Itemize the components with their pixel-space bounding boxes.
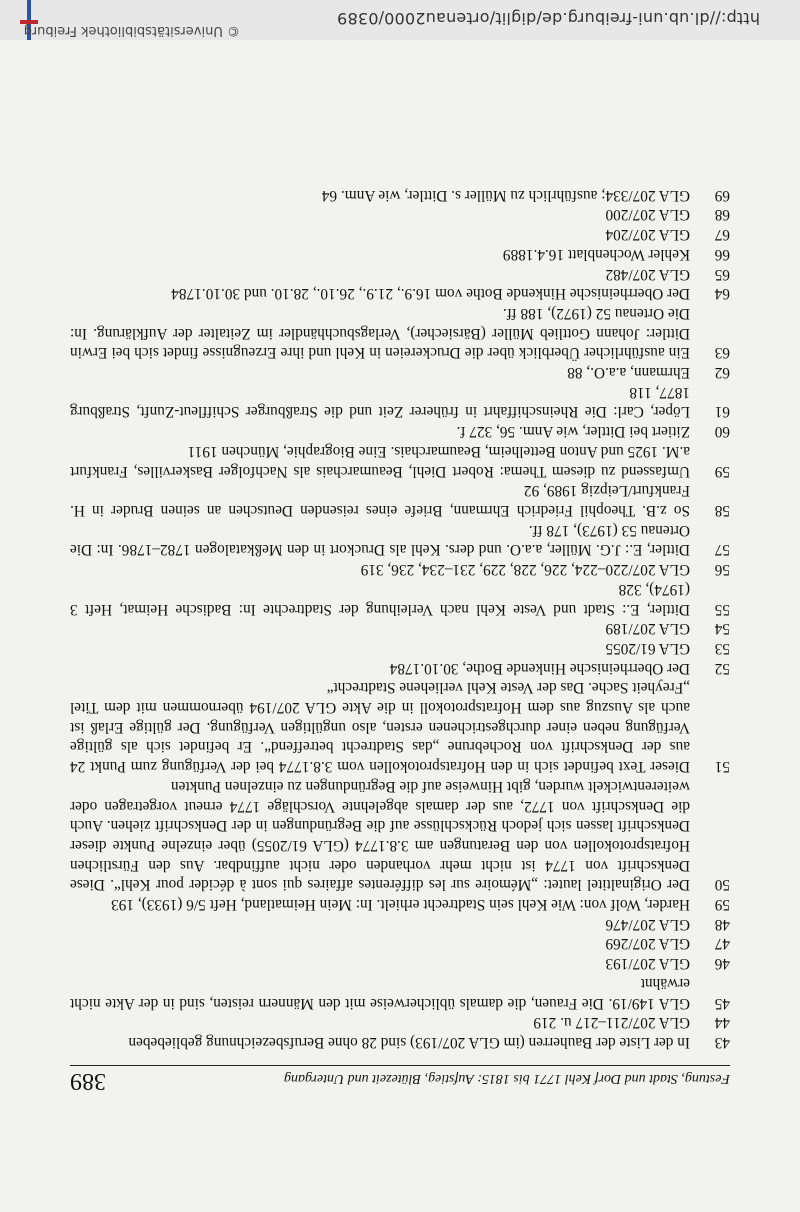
footnote-number: 53 bbox=[714, 639, 730, 657]
footnote-number: 54 bbox=[714, 620, 730, 638]
footnote bbox=[70, 973, 730, 1012]
footnote bbox=[70, 264, 730, 284]
viewer-header-bar bbox=[0, 0, 800, 40]
footnote-number: 64 bbox=[714, 285, 730, 303]
footnote bbox=[70, 1013, 730, 1033]
footnote-text: Der Originaltitel lautet: „Mémoire sur les différentes affaires qui sont à décider pour Kehl“. Diese Denkschrift von 1774 ist nicht mehr vorhanden oder nicht auffindbar. Aus den Fürstlichen Hofratsprotokollen von den Beratungen am 3.8.1774 (GLA 61/2055) über einzelne Punkte dieser Denkschrift lassen sich jedoch Rückschlüsse auf die Begründungen in der Denkschrift ziehen. Auch die Denkschrift von 1772, aus der damals abgelehnte Vorschläge 1774 erneut vorgetragen oder weiterentwickelt wurden, gibt Hinweise auf die Begründungen zu einzelnen Punkten bbox=[70, 777, 690, 894]
footnote bbox=[70, 205, 730, 225]
footnote-text: Harder, Wolf von: Wie Kehl sein Stadtrecht erhielt. In: Mein Heimatland, Heft 5/6 (1933), 193 bbox=[111, 896, 690, 914]
footnote-text: Dittler, E.: J.G. Müller, a.a.O. und ders. Kehl als Druckort in den Meßkatalogen 1782–1786. In: Die Ortenau 53 (1973), 178 ff. bbox=[70, 521, 690, 559]
footnote bbox=[70, 382, 730, 421]
footnote bbox=[70, 284, 730, 304]
footnote bbox=[70, 953, 730, 973]
footnote-text: Zitiert bei Dittler, wie Anm. 56, 327 f. bbox=[456, 423, 690, 441]
footnote bbox=[70, 244, 730, 264]
footnote-number: 69 bbox=[714, 186, 730, 204]
header-copyright: © Universitätsbibliothek Freiburg bbox=[23, 23, 240, 38]
running-head bbox=[70, 1065, 730, 1092]
footnote-text: GLA 149/19. Die Frauen, die damals üblicherweise mit den Männern reisten, sind in der Akte nicht erwähnt bbox=[70, 974, 690, 1012]
footnote-text: GLA 207/220–224, 226, 228, 229, 231–234, 236, 319 bbox=[360, 561, 690, 579]
footnote-number: 65 bbox=[714, 265, 730, 283]
running-title: Festung, Stadt und Dorf Kehl 1771 bis 1815: Aufstieg, Blütezeit und Untergang bbox=[283, 1071, 730, 1086]
footnote-number: 67 bbox=[714, 226, 730, 244]
footnote bbox=[70, 914, 730, 934]
footnote-text: GLA 207/482 bbox=[605, 265, 690, 283]
footnote bbox=[70, 619, 730, 639]
footnote-number: 59 bbox=[714, 462, 730, 480]
footnote bbox=[70, 422, 730, 442]
footnote bbox=[70, 894, 730, 914]
footnote-number: 51 bbox=[714, 758, 730, 776]
footnote-text: GLA 207/211–217 u. 219 bbox=[533, 1014, 690, 1032]
footnote-number: 56 bbox=[714, 561, 730, 579]
footnote bbox=[70, 185, 730, 205]
footnote bbox=[70, 224, 730, 244]
footnote-number: 48 bbox=[714, 915, 730, 933]
footnote-text: So z.B. Theophil Friedrich Ehrmann, Briefe eines reisenden Deutschen an seinen Bruder in H. Frankfurt/Leipzig 1989, 92 bbox=[70, 482, 690, 520]
footnote-number: 52 bbox=[714, 659, 730, 677]
page-number: 389 bbox=[70, 1068, 106, 1094]
footnote-number: 55 bbox=[714, 600, 730, 618]
footnote bbox=[70, 520, 730, 559]
footnote bbox=[70, 658, 730, 678]
footnote-list bbox=[70, 185, 730, 1052]
footnote bbox=[70, 934, 730, 954]
footnote-text: Dittler, E.: Stadt und Veste Kehl nach Verleihung der Stadtrechte In: Badische Heimat, Heft 3 (1974), 328 bbox=[70, 580, 690, 618]
footnote-text: Dieser Text befindet sich in den Hofratsprotokollen vom 3.8.1774 bei der Verfügung zum Punkt 24 aus der Denkschrift von Rochebrune „das Stadtrecht betreffend“. Er befindet sich als gültige Verfügung neben einer durchgestrichenen ersten, also ungültigen Verfügung. Der gültige Erlaß ist auch als Auszug aus dem Hofratsprotokoll in die Akte GLA 207/194 übernommen mit dem Titel „Freyheit Sache. Das der Veste Kehl verliehene Stadtrecht“ bbox=[70, 679, 690, 776]
footnote-number: 58 bbox=[714, 502, 730, 520]
footnote-text: Der Oberrheinische Hinkende Bothe vom 16.9., 21.9., 26.10., 28.10. und 30.10.1784 bbox=[171, 285, 690, 303]
footnote bbox=[70, 559, 730, 579]
footnote-number: 50 bbox=[714, 876, 730, 894]
footnote bbox=[70, 678, 730, 777]
footnote-text: In der Liste der Bauherren (im GLA 207/193) sind 28 ohne Berufsbezeichnung gebliebeben bbox=[128, 1034, 690, 1051]
footnote-text: Ein ausführlicher Überblick über die Druckereien in Kehl und ihre Erzeugnisse findet sich bei Erwin Dittler: Johann Gottlieb Müller (Bärsiecher), Verlagsbuchhändler im Zeitalter der Aufklärung. In: Die Ortenau 52 (1972), 188 ff. bbox=[70, 304, 690, 362]
footnote-text: GLA 207/204 bbox=[605, 226, 690, 244]
footnote-text: Löper, Carl: Die Rheinschiffahrt in früherer Zeit und die Straßburger Schiffleut-Zunft, Straßburg 1877, 118 bbox=[70, 383, 690, 421]
footnote-number: 62 bbox=[714, 364, 730, 382]
footnote bbox=[70, 303, 730, 362]
footnote bbox=[70, 776, 730, 894]
footnote-text: Umfassend zu diesem Thema: Robert Diehl, Beaumarchais als Nachfolger Baskervilles, Frankfurt a.M. 1925 und Anton Bettelheim, Beaumarchais. Eine Biographie, München 1911 bbox=[70, 442, 690, 480]
footnote-text: GLA 61/2055 bbox=[605, 639, 690, 657]
footnote-number: 66 bbox=[714, 245, 730, 263]
footnote-number: 68 bbox=[714, 206, 730, 224]
footnote-number: 44 bbox=[714, 1014, 730, 1032]
footnote-text: GLA 207/334; ausführlich zu Müller s. Dittler, wie Anm. 64 bbox=[321, 186, 690, 204]
footnote-number: 59 bbox=[714, 896, 730, 914]
footnote bbox=[70, 362, 730, 382]
footnote bbox=[70, 1032, 730, 1052]
footnote-text: GLA 207/193 bbox=[605, 955, 690, 973]
footnote-number: 57 bbox=[714, 541, 730, 559]
footnote-number: 45 bbox=[714, 994, 730, 1012]
footnote-text: Ehrmann, a.a.O., 88 bbox=[567, 364, 690, 382]
footnote bbox=[70, 441, 730, 480]
footnote bbox=[70, 481, 730, 520]
footnote bbox=[70, 579, 730, 618]
footnote-number: 61 bbox=[714, 403, 730, 421]
document-url[interactable]: http://dl.ub.uni-freiburg.de/diglit/ortenau2000/0389 bbox=[336, 9, 760, 28]
footnote-number: 47 bbox=[714, 935, 730, 953]
footnote-number: 46 bbox=[714, 955, 730, 973]
scanned-page bbox=[70, 42, 730, 1092]
footnote-text: Der Oberrheinische Hinkende Bothe, 30.10.1784 bbox=[389, 659, 690, 677]
footnote-text: GLA 207/189 bbox=[605, 620, 690, 638]
footnote-text: Kehler Wochenblatt 16.4.1889 bbox=[502, 245, 690, 263]
footnote-number: 60 bbox=[714, 423, 730, 441]
footnote-number: 63 bbox=[714, 344, 730, 362]
footnote bbox=[70, 638, 730, 658]
footnote-number: 43 bbox=[714, 1034, 730, 1051]
footnote-text: GLA 207/476 bbox=[605, 915, 690, 933]
footnote-text: GLA 207/269 bbox=[605, 935, 690, 953]
footnote-text: GLA 207/200 bbox=[605, 206, 690, 224]
